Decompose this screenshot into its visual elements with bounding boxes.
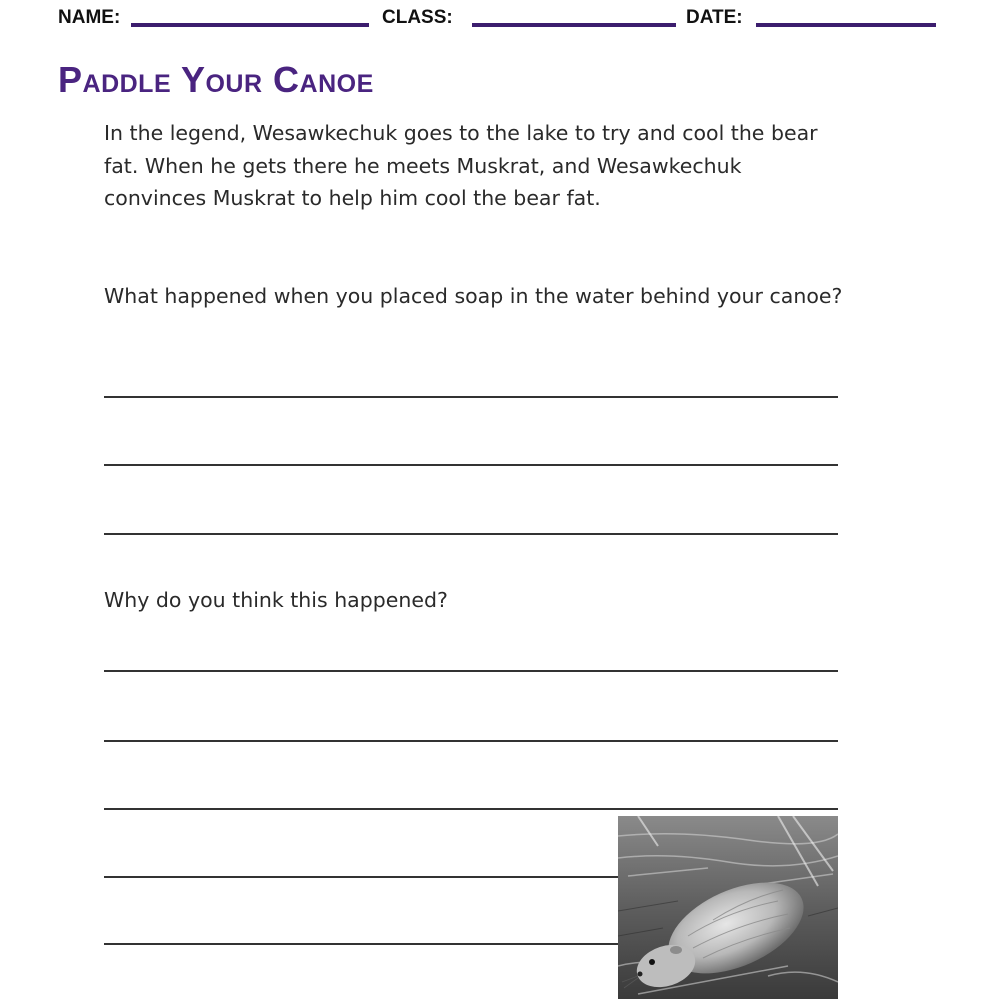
name-label: NAME: [58,7,121,28]
muskrat-icon [618,816,838,999]
date-field[interactable] [756,23,936,27]
page-title: Paddle Your Canoe [58,59,374,100]
answer-line-q2-4[interactable] [104,876,618,878]
answer-line-q2-1[interactable] [104,670,838,672]
muskrat-photo [618,816,838,999]
answer-line-q1-3[interactable] [104,533,838,535]
question-2: Why do you think this happened? [104,588,448,612]
class-label: CLASS: [382,7,453,28]
answer-line-q2-2[interactable] [104,740,838,742]
answer-line-q2-3[interactable] [104,808,838,810]
question-1: What happened when you placed soap in the water behind your canoe? [104,284,843,308]
class-field[interactable] [472,23,676,27]
answer-line-q2-5[interactable] [104,943,618,945]
header-fields [0,6,1000,36]
date-label: DATE: [686,7,743,28]
intro-paragraph: In the legend, Wesawkechuk goes to the lake to try and cool the bear fat. When he gets there he meets Muskrat, and Wesawkechuk convinces Muskrat to help him cool the bear fat. [104,121,818,210]
answer-line-q1-2[interactable] [104,464,838,466]
name-field[interactable] [131,23,369,27]
answer-line-q1-1[interactable] [104,396,838,398]
